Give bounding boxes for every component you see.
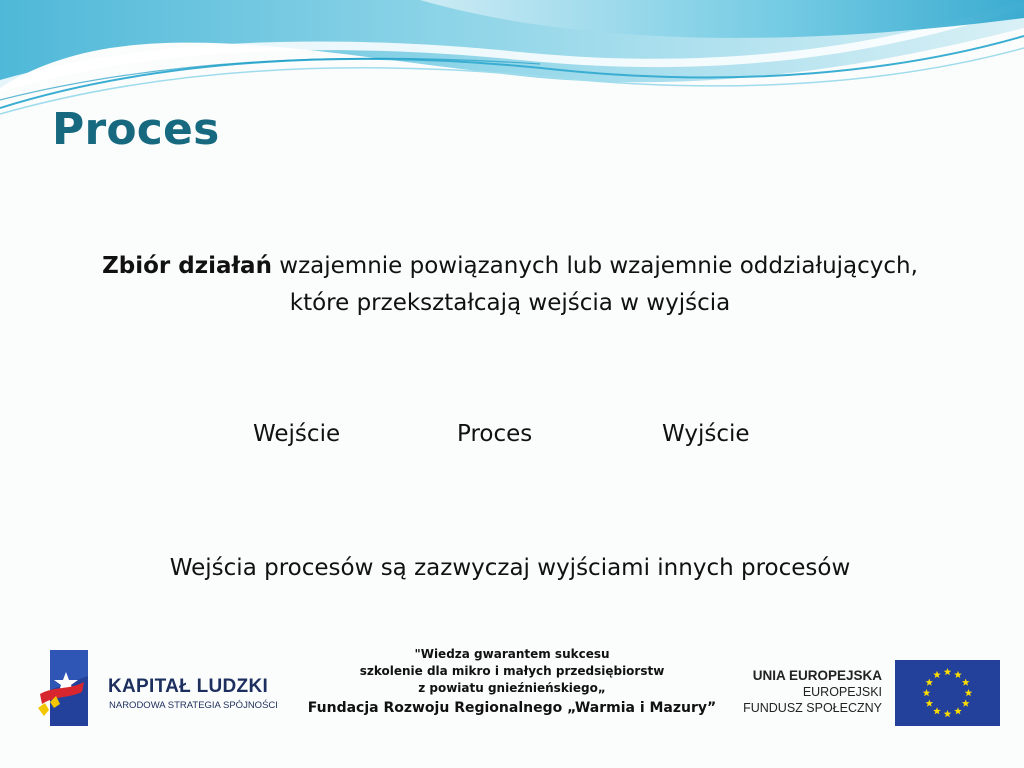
kapital-ludzki-emblem-icon (36, 646, 106, 730)
definition-text (60, 248, 960, 322)
flow-output-label: Wyjście (662, 421, 750, 447)
eu-line-3: FUNDUSZ SPOŁECZNY (743, 701, 882, 715)
eu-fund-logo-text (743, 668, 882, 716)
statement-text: Wejścia procesów są zazwyczaj wyjściami innych procesów (169, 555, 851, 581)
footer-quote-line-1: "Wiedza gwarantem sukcesu (414, 647, 610, 661)
footer-project-info (292, 646, 732, 719)
definition-line-2: które przekształcają wejścia w wyjścia (289, 290, 731, 316)
definition-bold-term: Zbiór działań (102, 253, 272, 279)
flow-process-label: Proces (457, 421, 533, 447)
kapital-ludzki-name: KAPITAŁ LUDZKI (108, 676, 269, 697)
eu-line-1: UNIA EUROPEJSKA (752, 668, 882, 683)
kapital-ludzki-logo (36, 646, 290, 730)
definition-line-1 (60, 248, 960, 285)
slide-title: Proces (52, 104, 220, 155)
kapital-ludzki-subtitle: NARODOWA STRATEGIA SPÓJNOŚCI (109, 700, 278, 711)
header-wave-decoration (0, 0, 1024, 120)
definition-line-1-rest: wzajemnie powiązanych lub wzajemnie oddziałujących, (271, 253, 918, 279)
eu-flag-icon (895, 660, 1000, 726)
eu-line-2: EUROPEJSKI (802, 685, 882, 699)
footer-organization: Fundacja Rozwoju Regionalnego „Warmia i Mazury” (307, 700, 717, 716)
flow-input-label: Wejście (253, 421, 341, 447)
footer-quote-line-2: szkolenie dla mikro i małych przedsiębiorstw (359, 664, 665, 678)
footer-quote-line-3: z powiatu gnieźnieńskiego„ (418, 681, 606, 695)
